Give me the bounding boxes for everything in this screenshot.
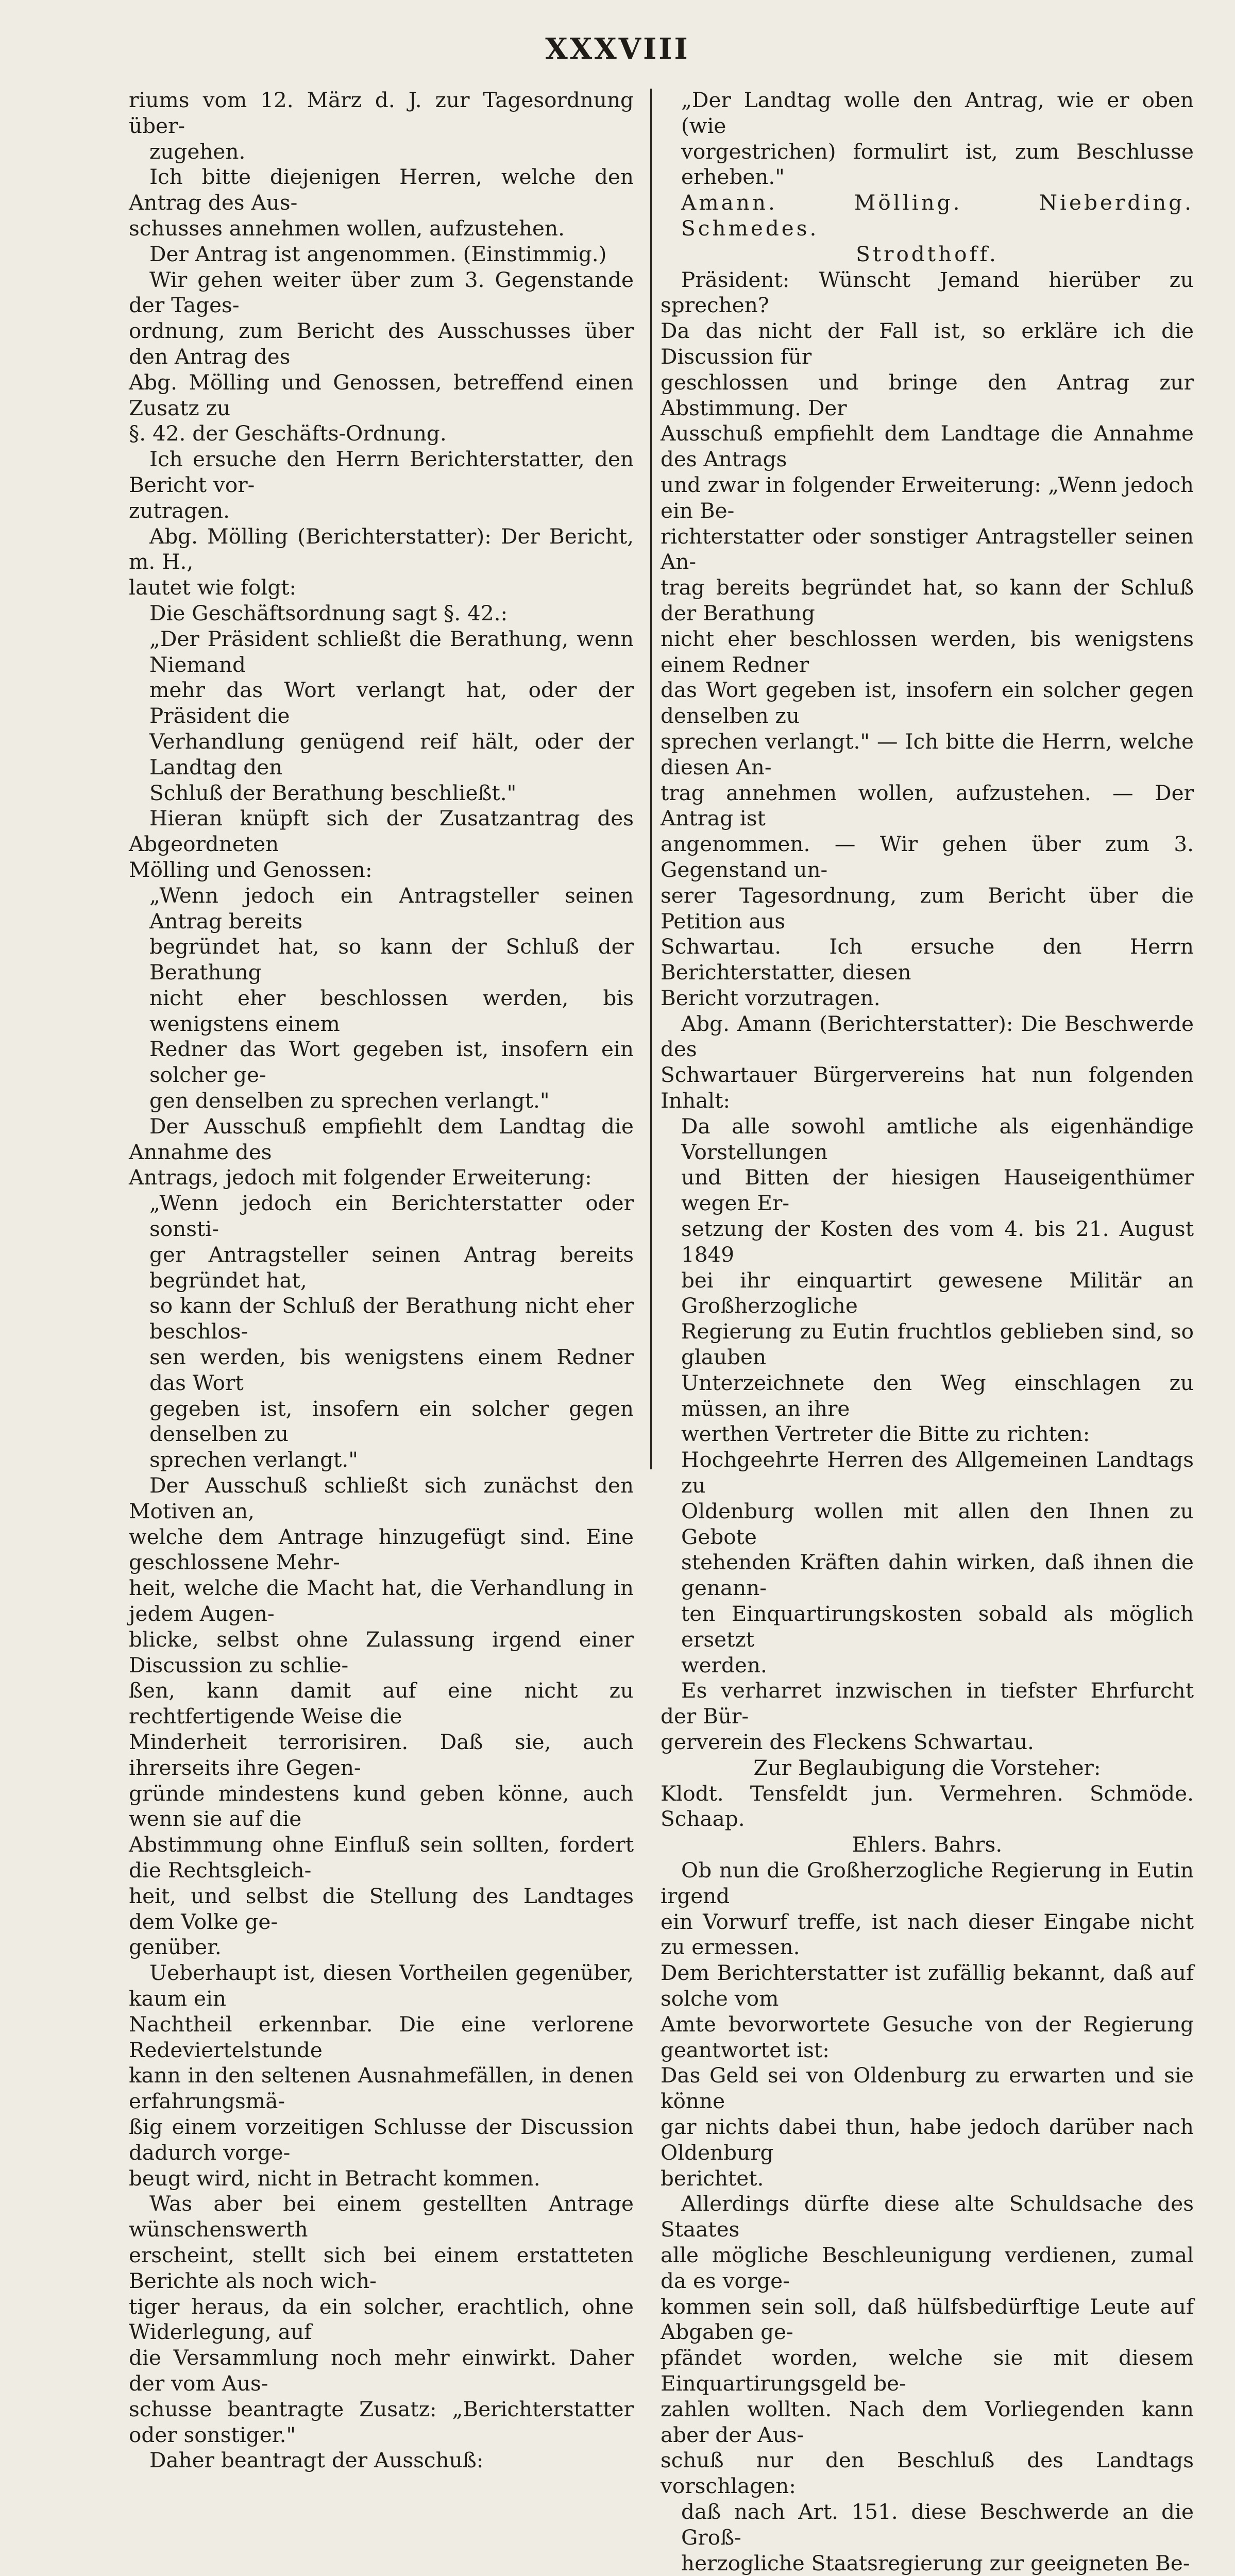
text-line: berichtet.	[661, 2166, 1194, 2192]
text-line: geschlossen und bringe den Antrag zur Abstimmung. Der	[661, 370, 1194, 421]
text-line: ordnung, zum Bericht des Ausschusses über den Antrag des	[129, 318, 634, 370]
speaker-line: Präsident: Wünscht Jemand hierüber zu sprechen?	[661, 267, 1194, 319]
text-line: Dem Berichterstatter ist zufällig bekannt, daß auf solche vom	[661, 1960, 1194, 2012]
quote-line: Oldenburg wollen mit allen den Ihnen zu Gebote	[661, 1499, 1194, 1550]
text-line: Ich ersuche den Herrn Berichterstatter, den Bericht vor-	[129, 447, 634, 498]
quote-line: gerverein des Fleckens Schwartau.	[661, 1730, 1194, 1755]
text-line: Ob nun die Großherzogliche Regierung in Eutin irgend	[661, 1858, 1194, 1909]
text-line: serer Tagesordnung, zum Bericht über die Petition aus	[661, 883, 1194, 935]
quote-line: und Bitten der hiesigen Hauseigenthümer wegen Er-	[661, 1165, 1194, 1216]
text-line: tiger heraus, da ein solcher, erachtlich, ohne Widerlegung, auf	[129, 2294, 634, 2346]
text-line: Bericht vorzutragen.	[661, 986, 1194, 1011]
speaker-line: Abg. Amann (Berichterstatter): Die Beschwerde des	[661, 1011, 1194, 1063]
text-line: pfändet worden, welche sie mit diesem Einquartirungsgeld be-	[661, 2345, 1194, 2397]
text-line: die Versammlung noch mehr einwirkt. Daher der vom Aus-	[129, 2345, 634, 2397]
quote-line: so kann der Schluß der Berathung nicht eher beschlos-	[129, 1293, 634, 1345]
text-line: trag annehmen wollen, aufzustehen. — Der Antrag ist	[661, 781, 1194, 832]
quote-line: Hochgeehrte Herren des Allgemeinen Landtags zu	[661, 1447, 1194, 1499]
text-line: Da das nicht der Fall ist, so erkläre ich die Discussion für	[661, 318, 1194, 370]
text-line: Ich bitte diejenigen Herren, welche den Antrag des Aus-	[129, 164, 634, 216]
signatures-line: Ehlers. Bahrs.	[661, 1832, 1194, 1858]
speaker-line: Abg. Mölling (Berichterstatter): Der Bericht, m. H.,	[129, 524, 634, 575]
quote-line: ger Antragsteller seinen Antrag bereits begründet hat,	[129, 1242, 634, 1294]
quote-line: mehr das Wort verlangt hat, oder der Präsident die	[129, 677, 634, 729]
quote-line: gen denselben zu sprechen verlangt."	[129, 1088, 634, 1114]
text-line: blicke, selbst ohne Zulassung irgend einer Discussion zu schlie-	[129, 1627, 634, 1679]
quote-line: Schluß der Berathung beschließt."	[129, 781, 634, 806]
text-line: zutragen.	[129, 498, 634, 524]
quote-line: Redner das Wort gegeben ist, insofern ein solcher ge-	[129, 1037, 634, 1088]
text-line: Nachtheil erkennbar. Die eine verlorene Redeviertelstunde	[129, 2012, 634, 2063]
left-column	[129, 88, 634, 2473]
text-line: Ueberhaupt ist, diesen Vortheilen gegenüber, kaum ein	[129, 1960, 634, 2012]
quote-line: Da alle sowohl amtliche als eigenhändige Vorstellungen	[661, 1114, 1194, 1165]
quote-line: „Wenn jedoch ein Berichterstatter oder sonsti-	[129, 1191, 634, 1242]
quote-line: herzogliche Staatsregierung zur geeigneten Be-	[661, 2551, 1194, 2576]
quote-line: Es verharret inzwischen in tiefster Ehrfurcht der Bür-	[661, 1678, 1194, 1730]
text-line: welche dem Antrage hinzugefügt sind. Eine geschlossene Mehr-	[129, 1524, 634, 1576]
text-line: sprechen verlangt." — Ich bitte die Herrn, welche diesen An-	[661, 729, 1194, 781]
text-line: Mölling und Genossen:	[129, 857, 634, 883]
text-line: erscheint, stellt sich bei einem erstatteten Berichte als noch wich-	[129, 2243, 634, 2294]
quote-line: vorgestrichen) formulirt ist, zum Beschlusse erheben."	[661, 139, 1194, 191]
quote-line: begründet hat, so kann der Schluß der Berathung	[129, 934, 634, 986]
text-line: Antrags, jedoch mit folgender Erweiterung:	[129, 1165, 634, 1191]
text-line: zahlen wollten. Nach dem Vorliegenden kann aber der Aus-	[661, 2397, 1194, 2448]
text-line: ßig einem vorzeitigen Schlusse der Discussion dadurch vorge-	[129, 2114, 634, 2166]
text-line: Hieran knüpft sich der Zusatzantrag des Abgeordneten	[129, 806, 634, 857]
text-line: heit, welche die Macht hat, die Verhandlung in jedem Augen-	[129, 1575, 634, 1627]
signatures-line: Strodthoff.	[661, 242, 1194, 267]
text-line: Wir gehen weiter über zum 3. Gegenstande der Tages-	[129, 267, 634, 319]
text-line: nicht eher beschlossen werden, bis wenigstens einem Redner	[661, 626, 1194, 678]
text-line: ßen, kann damit auf eine nicht zu rechtfertigende Weise die	[129, 1678, 634, 1730]
text-line: gar nichts dabei thun, habe jedoch darüber nach Oldenburg	[661, 2114, 1194, 2166]
quote-line: gegeben ist, insofern ein solcher gegen denselben zu	[129, 1396, 634, 1448]
text-line: ein Vorwurf treffe, ist nach dieser Eingabe nicht zu ermessen.	[661, 1909, 1194, 1961]
quote-line: daß nach Art. 151. diese Beschwerde an die Groß-	[661, 2499, 1194, 2551]
text-line: Der Ausschuß schließt sich zunächst den Motiven an,	[129, 1473, 634, 1524]
text-line: Der Antrag ist angenommen. (Einstimmig.)	[129, 242, 634, 267]
text-line: kommen sein soll, daß hülfsbedürftige Leute auf Abgaben ge-	[661, 2294, 1194, 2346]
text-line: Amte bevorwortete Gesuche von der Regierung geantwortet ist:	[661, 2012, 1194, 2063]
text-line: Das Geld sei von Oldenburg zu erwarten und sie könne	[661, 2063, 1194, 2114]
text-line: Minderheit terrorisiren. Daß sie, auch ihrerseits ihre Gegen-	[129, 1730, 634, 1781]
quote-line: bei ihr einquartirt gewesene Militär an Großherzogliche	[661, 1268, 1194, 1319]
quote-line: Regierung zu Eutin fruchtlos geblieben sind, so glauben	[661, 1319, 1194, 1370]
text-line: Die Geschäftsordnung sagt §. 42.:	[129, 601, 634, 626]
text-line: Was aber bei einem gestellten Antrage wünschenswerth	[129, 2191, 634, 2243]
quote-line: setzung der Kosten des vom 4. bis 21. August 1849	[661, 1216, 1194, 1268]
text-line: schusse beantragte Zusatz: „Berichterstatter oder sonstiger."	[129, 2397, 634, 2448]
quote-line: werthen Vertreter die Bitte zu richten:	[661, 1421, 1194, 1447]
text-line: Schwartau. Ich ersuche den Herrn Berichterstatter, diesen	[661, 934, 1194, 986]
quote-line: Unterzeichnete den Weg einschlagen zu müssen, an ihre	[661, 1370, 1194, 1422]
text-line: Allerdings dürfte diese alte Schuldsache des Staates	[661, 2191, 1194, 2243]
quote-line: werden.	[661, 1653, 1194, 1679]
text-line: zugehen.	[129, 139, 634, 165]
text-line: heit, und selbst die Stellung des Landtages dem Volke ge-	[129, 1884, 634, 1935]
text-line: angenommen. — Wir gehen über zum 3. Gegenstand un-	[661, 832, 1194, 883]
page-number: XXXVIII	[0, 32, 1235, 66]
text-line: schusses annehmen wollen, aufzustehen.	[129, 216, 634, 242]
column-divider	[650, 89, 652, 1469]
text-line: Der Ausschuß empfiehlt dem Landtag die Annahme des	[129, 1114, 634, 1165]
quote-line: „Der Landtag wolle den Antrag, wie er oben (wie	[661, 88, 1194, 139]
signatures-line: Amann. Mölling. Nieberding. Schmedes.	[661, 190, 1194, 242]
quote-line: nicht eher beschlossen werden, bis wenigstens einem	[129, 986, 634, 1037]
text-line: trag bereits begründet hat, so kann der Schluß der Berathung	[661, 575, 1194, 626]
quote-line: stehenden Kräften dahin wirken, daß ihnen die genann-	[661, 1550, 1194, 1601]
text-line: richterstatter oder sonstiger Antragsteller seinen An-	[661, 524, 1194, 575]
text-line: lautet wie folgt:	[129, 575, 634, 601]
quote-line: „Der Präsident schließt die Berathung, wenn Niemand	[129, 626, 634, 678]
quote-line: sen werden, bis wenigstens einem Redner das Wort	[129, 1345, 634, 1396]
quote-line: sprechen verlangt."	[129, 1447, 634, 1473]
text-line: Ausschuß empfiehlt dem Landtage die Annahme des Antrags	[661, 421, 1194, 472]
quote-line: „Wenn jedoch ein Antragsteller seinen Antrag bereits	[129, 883, 634, 935]
text-line: alle mögliche Beschleunigung verdienen, zumal da es vorge-	[661, 2243, 1194, 2294]
text-line: riums vom 12. März d. J. zur Tagesordnung über-	[129, 88, 634, 139]
text-line: kann in den seltenen Ausnahmefällen, in denen erfahrungsmä-	[129, 2063, 634, 2114]
right-column	[661, 88, 1194, 2576]
text-line: Abg. Mölling und Genossen, betreffend einen Zusatz zu	[129, 370, 634, 421]
text-line: das Wort gegeben ist, insofern ein solcher gegen denselben zu	[661, 677, 1194, 729]
quote-line: ten Einquartirungskosten sobald als möglich ersetzt	[661, 1601, 1194, 1653]
text-line: und zwar in folgender Erweiterung: „Wenn jedoch ein Be-	[661, 472, 1194, 524]
text-line: schuß nur den Beschluß des Landtags vorschlagen:	[661, 2448, 1194, 2499]
text-line: Schwartauer Bürgervereins hat nun folgenden Inhalt:	[661, 1062, 1194, 1114]
quote-line: Zur Beglaubigung die Vorsteher:	[661, 1755, 1194, 1781]
text-line: Daher beantragt der Ausschuß:	[129, 2448, 634, 2473]
signatures-line: Klodt. Tensfeldt jun. Vermehren. Schmöde. Schaap.	[661, 1781, 1194, 1833]
text-line: gründe mindestens kund geben könne, auch wenn sie auf die	[129, 1781, 634, 1833]
text-line: genüber.	[129, 1935, 634, 1960]
text-line: beugt wird, nicht in Betracht kommen.	[129, 2166, 634, 2192]
text-line: §. 42. der Geschäfts-Ordnung.	[129, 421, 634, 447]
text-line: Abstimmung ohne Einfluß sein sollten, fordert die Rechtsgleich-	[129, 1832, 634, 1884]
quote-line: Verhandlung genügend reif hält, oder der Landtag den	[129, 729, 634, 781]
